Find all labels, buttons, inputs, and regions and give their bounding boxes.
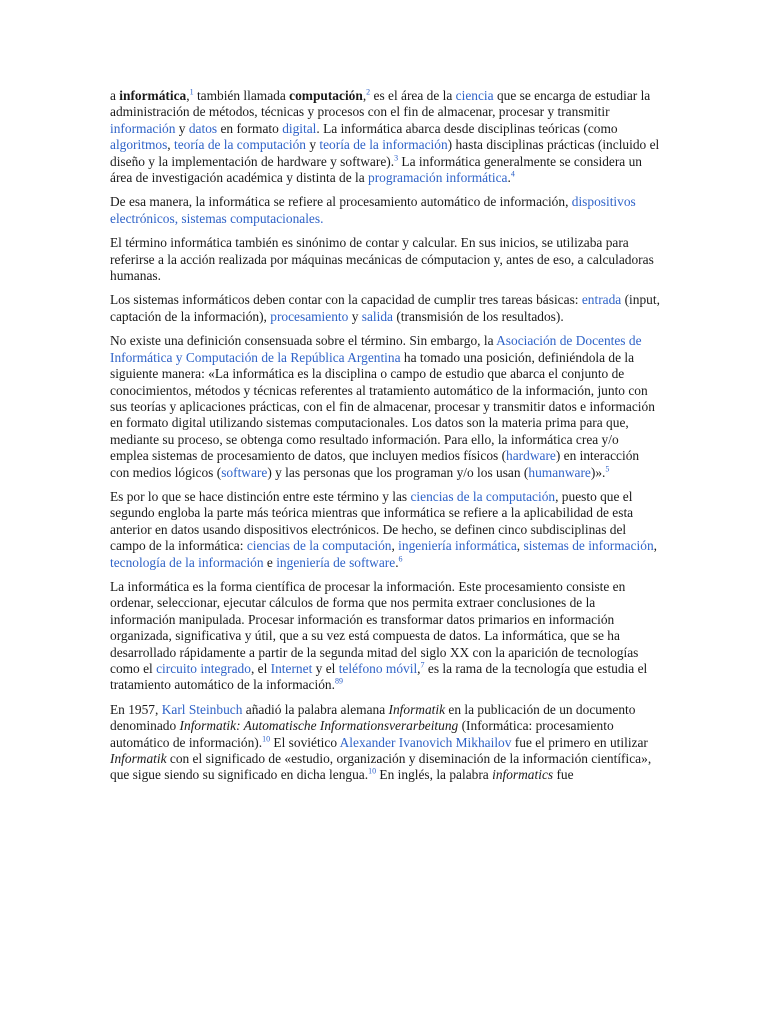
paragraph <box>110 702 660 784</box>
article-link[interactable]: sistemas de información <box>523 538 654 554</box>
footnote-reference[interactable]: 4 <box>510 169 515 179</box>
article-link[interactable]: salida <box>361 308 393 324</box>
paragraph-text: , <box>653 538 657 554</box>
article-link[interactable]: teléfono móvil <box>338 661 418 676</box>
article-link[interactable]: Karl Steinbuch <box>161 701 243 717</box>
paragraph-text: La informática generalmente se considera un área de investigación académica y distinta de la <box>110 153 642 186</box>
paragraph-text: que se encarga de estudiar la administración de métodos, técnicas y procesos con el fin de almacenar, procesar y transmitir <box>110 88 651 120</box>
paragraph-text: y el <box>312 661 339 676</box>
paragraph-text: fue <box>553 767 574 783</box>
paragraph-text: La informática es la forma científica de procesar la información. Este procesamiento consiste en ordenar, seleccionar, ejecutar cálculos de forma que nos permita extraer conclusiones de la información manipulada. Procesar información es transformar datos primarios en información organizada, significativa y útil, que a su vez está compuesta de datos. La informática, que se ha desarrollado rápidamente a partir de la segunda mitad del siglo XX con la aparición de tecnologías como el <box>110 578 639 676</box>
paragraph-text: De esa manera, la informática se refiere al procesamiento automático de información, <box>110 194 572 210</box>
italic-term: informatics <box>492 767 554 783</box>
paragraph-text: añadió la palabra alemana <box>242 701 389 717</box>
footnote-reference[interactable]: 7 <box>420 660 425 670</box>
paragraph-text: , <box>167 137 174 153</box>
article-link[interactable]: digital <box>282 120 317 136</box>
article-link[interactable]: procesamiento <box>270 308 349 324</box>
paragraph-text: No existe una definición consensuada sobre el término. Sin embargo, la <box>110 333 497 349</box>
article-link[interactable]: ingeniería de software <box>276 554 396 570</box>
article-link[interactable]: teoría de la información <box>319 137 448 153</box>
footnote-reference[interactable]: 1 <box>189 87 194 97</box>
footnote-reference[interactable]: 10 <box>262 734 271 744</box>
article-body <box>110 88 660 792</box>
footnote-reference[interactable]: 5 <box>605 464 610 474</box>
paragraph-text: ) y las personas que los programan y/o los usan ( <box>267 464 529 480</box>
paragraph-text: En 1957, <box>110 701 162 717</box>
paragraph-text: e <box>263 554 277 570</box>
paragraph-text: , <box>417 661 421 676</box>
paragraph-text: Los sistemas informáticos deben contar con la capacidad de cumplir tres tareas básicas: <box>110 292 582 308</box>
footnote-reference[interactable]: 10 <box>368 766 377 776</box>
paragraph-text: a <box>110 88 120 103</box>
paragraph-text: en formato <box>217 120 283 136</box>
paragraph-text: ) en interacción con medios lógicos ( <box>110 448 640 480</box>
article-link[interactable]: ciencia <box>455 88 494 103</box>
italic-term: Informatik: Automatische Informationsverarbeitung <box>179 718 459 734</box>
footnote-reference[interactable]: 6 <box>398 554 403 564</box>
paragraph-text: en la publicación de un documento denominado <box>110 701 636 734</box>
paragraph-text: , <box>186 88 190 103</box>
paragraph-text: El término informática también es sinónimo de contar y calcular. En sus inicios, se utilizaba para referirse a la acción realizada por máquinas mecánicas de cómputacion y, antes de eso, a calculadoras humanas. <box>110 235 654 284</box>
article-link[interactable]: ciencias de la computación <box>410 488 556 504</box>
paragraph-text: , <box>516 538 524 554</box>
paragraph-text: , <box>362 88 367 103</box>
paragraph-text: (input, captación de la información), <box>110 292 660 324</box>
article-link[interactable]: Asociación de Docentes de Informática y Computación de la República Argentina <box>110 333 642 365</box>
paragraph-text: El soviético <box>270 734 340 750</box>
article-link[interactable]: programación informática <box>368 170 508 186</box>
paragraph <box>110 88 660 186</box>
article-link[interactable]: tecnología de la información <box>110 554 264 570</box>
article-link[interactable]: información <box>110 120 176 136</box>
paragraph-text: con el significado de «estudio, organización y diseminación de la información científica», que sigue siendo su significado en dicha lengua. <box>110 751 652 783</box>
paragraph-text: , puesto que el segundo engloba la parte más teórica mientras que informática se refiere a la aplicabilidad de esta anterior en datos usando dispositivos electrónicos. De hecho, se definen cinco subdisciplinas del campo de la informática: <box>110 488 634 554</box>
paragraph-text: ) hasta disciplinas prácticas (incluido el diseño y la implementación de hardware y software). <box>110 137 660 169</box>
italic-term: Informatik <box>388 701 446 717</box>
paragraph-text: es el área de la <box>370 88 456 103</box>
article-link[interactable]: circuito integrado <box>156 661 251 676</box>
article-link[interactable]: hardware <box>506 448 556 464</box>
paragraph-text: ha tomado una posición, definiéndola de la siguiente manera: «La informática es la disciplina o campo de estudio que abarca el conjunto de conocimientos, métodos y técnicas referentes al tratamiento automático de la información, junto con sus teorías y aplicaciones prácticas, con el fin de almacenar, procesar y transmitir datos e información en formato digital utilizando sistemas computacionales. Los datos son la materia prima para que, mediante su proceso, se obtenga como resultado información. Para ello, la informática crea y/o emplea sistemas de procesamiento de datos, que incluyen medios físicos ( <box>110 349 655 464</box>
paragraph-text: fue el primero en utilizar <box>511 734 648 750</box>
italic-term: Informatik <box>110 751 167 767</box>
paragraph <box>110 194 660 227</box>
article-link[interactable]: Alexander Ivanovich Mikhailov <box>339 734 512 750</box>
paragraph-text: también llamada <box>193 88 290 103</box>
paragraph-text: (Informática: procesamiento automático de información). <box>110 718 614 750</box>
article-link[interactable]: datos <box>188 120 218 136</box>
paragraph-text: (transmisión de los resultados). <box>392 308 564 324</box>
article-link[interactable]: ingeniería informática <box>398 538 517 554</box>
paragraph-text: es la rama de la tecnología que estudia el tratamiento automático de la información. <box>110 661 648 693</box>
article-link[interactable]: Internet <box>270 661 313 676</box>
paragraph <box>110 292 660 325</box>
paragraph-text: . <box>507 170 511 186</box>
footnote-reference[interactable]: 3 <box>394 153 399 163</box>
article-link[interactable]: algoritmos <box>110 137 168 153</box>
article-link[interactable]: teoría de la computación <box>173 137 306 153</box>
article-link[interactable]: software <box>221 464 268 480</box>
paragraph-text: y <box>348 308 362 324</box>
paragraph-text: . <box>395 554 399 570</box>
paragraph <box>110 579 660 694</box>
paragraph-text: , <box>391 538 399 554</box>
footnote-reference[interactable]: 89 <box>334 676 343 686</box>
article-link[interactable]: entrada <box>581 292 622 308</box>
paragraph-text: En inglés, la palabra <box>376 767 493 783</box>
paragraph-text: . La informática abarca desde disciplinas teóricas (como <box>316 120 618 136</box>
paragraph-text: y <box>175 120 189 136</box>
paragraph <box>110 235 660 284</box>
article-link[interactable]: dispositivos electrónicos, sistemas computacionales. <box>110 194 636 226</box>
bold-term: informática <box>119 88 187 103</box>
paragraph-text: Es por lo que se hace distinción entre este término y las <box>110 488 411 504</box>
article-link[interactable]: ciencias de la computación <box>246 538 392 554</box>
paragraph-text: , el <box>250 661 271 676</box>
footnote-reference[interactable]: 2 <box>366 87 371 97</box>
bold-term: computación <box>289 88 363 103</box>
paragraph-text: y <box>305 137 320 153</box>
paragraph <box>110 489 660 571</box>
paragraph-text: )». <box>590 464 606 480</box>
paragraph <box>110 333 660 481</box>
article-link[interactable]: humanware <box>528 464 591 480</box>
